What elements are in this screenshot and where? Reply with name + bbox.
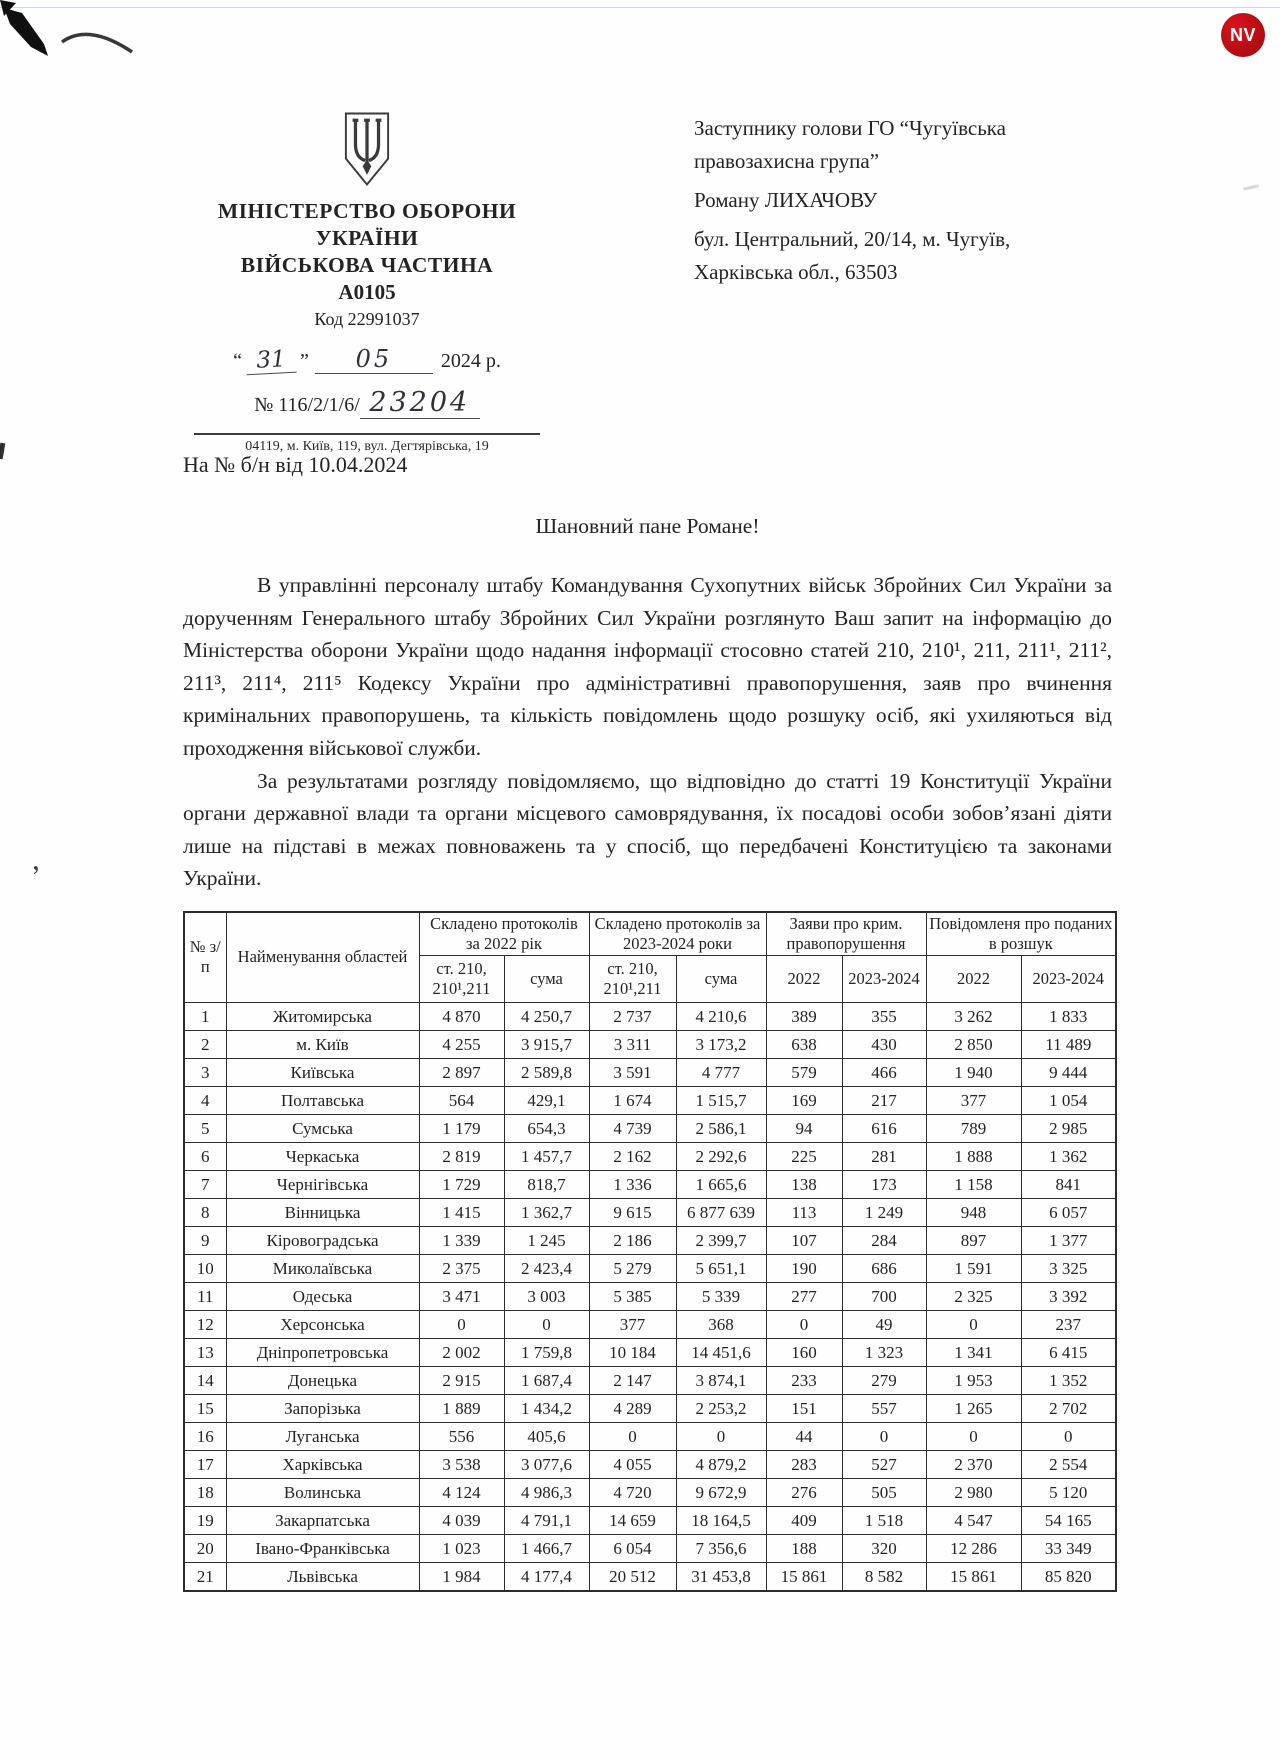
org-name-line3: ВІЙСЬКОВА ЧАСТИНА bbox=[240, 253, 494, 277]
table-cell: 579 bbox=[766, 1058, 842, 1086]
table-cell: 7 bbox=[184, 1170, 226, 1198]
table-cell: 1 518 bbox=[842, 1506, 926, 1534]
table-cell: 20 512 bbox=[589, 1562, 676, 1591]
body-paragraph-2: За результатами розгляду повідомляємо, що відповідно до статті 19 Конституції України органи державної влади та органи місцевого самоврядування, їх посадові особи зобов’язані діяти лише на підставі в межах повноважень та у спосіб, що передбачені Конституцією та законами України. bbox=[183, 768, 1112, 891]
table-cell: 2 292,6 bbox=[676, 1142, 766, 1170]
faint-scan-mark bbox=[1243, 184, 1259, 190]
table-cell: 3 173,2 bbox=[676, 1030, 766, 1058]
body-paragraph-1: В управлінні персоналу штабу Командування Сухопутних військ Збройних Сил України за дорученням Генерального штабу Збройних Сил України розглянуто Ваш запит на інформацію до Міністерства оборони України щодо надання інформації стосовно статей 210, 210¹, 211, 211¹, 211², 211³, 211⁴, 211⁵ Кодексу України про адміністративні правопорушення, заяв про вчинення кримінальних правопорушень, та кількість повідомлень щодо розшуку осіб, які ухиляються від проходження військової служби. bbox=[183, 573, 1112, 760]
table-cell: 1 336 bbox=[589, 1170, 676, 1198]
letterhead-divider bbox=[194, 433, 540, 435]
subheader-sum: сума bbox=[676, 955, 766, 1002]
table-cell: Черкаська bbox=[226, 1142, 419, 1170]
table-row bbox=[184, 1142, 1116, 1170]
table-cell: 3 874,1 bbox=[676, 1366, 766, 1394]
table-cell: 160 bbox=[766, 1338, 842, 1366]
quote-open: “ bbox=[233, 350, 242, 372]
table-cell: Закарпатська bbox=[226, 1506, 419, 1534]
table-cell: 4 791,1 bbox=[504, 1506, 589, 1534]
table-cell: 2 897 bbox=[419, 1058, 504, 1086]
table-cell: 2 980 bbox=[926, 1478, 1021, 1506]
table-cell: 5 385 bbox=[589, 1282, 676, 1310]
pen-mark: ’ bbox=[29, 859, 45, 894]
table-cell: Житомирська bbox=[226, 1002, 419, 1030]
recipient-name: Роману ЛИХАЧОВУ bbox=[694, 188, 878, 212]
table-cell: 1 940 bbox=[926, 1058, 1021, 1086]
table-cell: 3 538 bbox=[419, 1450, 504, 1478]
table-cell: 4 720 bbox=[589, 1478, 676, 1506]
table-cell: 4 879,2 bbox=[676, 1450, 766, 1478]
table-cell: 789 bbox=[926, 1114, 1021, 1142]
table-cell: 429,1 bbox=[504, 1086, 589, 1114]
table-row bbox=[184, 1226, 1116, 1254]
table-cell: 1 377 bbox=[1021, 1226, 1116, 1254]
table-cell: 5 120 bbox=[1021, 1478, 1116, 1506]
letterhead bbox=[178, 110, 556, 455]
table-cell: 4 039 bbox=[419, 1506, 504, 1534]
table-cell: 31 453,8 bbox=[676, 1562, 766, 1591]
table-cell: 377 bbox=[926, 1086, 1021, 1114]
table-cell: 564 bbox=[419, 1086, 504, 1114]
table-cell: 279 bbox=[842, 1366, 926, 1394]
handwritten-month: 05 bbox=[315, 345, 433, 374]
table-cell: 2 737 bbox=[589, 1002, 676, 1030]
header-group-protocols-2023-2024: Складено протоколів за 2023-2024 роки bbox=[589, 912, 766, 956]
table-cell: 18 bbox=[184, 1478, 226, 1506]
header-region: Найменування областей bbox=[226, 912, 419, 1003]
table-cell: 1 245 bbox=[504, 1226, 589, 1254]
table-cell: 2 985 bbox=[1021, 1114, 1116, 1142]
table-cell: 2 370 bbox=[926, 1450, 1021, 1478]
table-cell: 1 023 bbox=[419, 1534, 504, 1562]
table-row bbox=[184, 1366, 1116, 1394]
table-cell: 14 bbox=[184, 1366, 226, 1394]
table-cell: 188 bbox=[766, 1534, 842, 1562]
ukraine-trident-emblem bbox=[343, 110, 391, 188]
table-cell: 3 471 bbox=[419, 1282, 504, 1310]
table-cell: 5 bbox=[184, 1114, 226, 1142]
table-cell: 2 375 bbox=[419, 1254, 504, 1282]
table-cell: 2 589,8 bbox=[504, 1058, 589, 1086]
table-cell: 233 bbox=[766, 1366, 842, 1394]
table-cell: 1 953 bbox=[926, 1366, 1021, 1394]
table-row bbox=[184, 1170, 1116, 1198]
table-cell: 4 255 bbox=[419, 1030, 504, 1058]
org-postal-address: 04119, м. Київ, 119, вул. Дегтярівська, 19 bbox=[245, 439, 489, 454]
table-cell: 527 bbox=[842, 1450, 926, 1478]
table-cell: Кіровоградська bbox=[226, 1226, 419, 1254]
table-cell: 1 265 bbox=[926, 1394, 1021, 1422]
table-cell: 2 162 bbox=[589, 1142, 676, 1170]
table-cell: Дніпропетровська bbox=[226, 1338, 419, 1366]
table-cell: 190 bbox=[766, 1254, 842, 1282]
table-cell: 14 659 bbox=[589, 1506, 676, 1534]
table-cell: 4 055 bbox=[589, 1450, 676, 1478]
document-number-prefix: № 116/2/1/6/ bbox=[254, 394, 360, 416]
handwritten-number: 23204 bbox=[360, 387, 480, 419]
table-cell: 0 bbox=[766, 1310, 842, 1338]
table-row bbox=[184, 1534, 1116, 1562]
table-cell: 20 bbox=[184, 1534, 226, 1562]
table-cell: 1 466,7 bbox=[504, 1534, 589, 1562]
table-cell: 4 210,6 bbox=[676, 1002, 766, 1030]
table-cell: 225 bbox=[766, 1142, 842, 1170]
table-cell: 9 672,9 bbox=[676, 1478, 766, 1506]
table-cell: 377 bbox=[589, 1310, 676, 1338]
table-cell: 6 054 bbox=[589, 1534, 676, 1562]
table-cell: 818,7 bbox=[504, 1170, 589, 1198]
table-cell: 1 665,6 bbox=[676, 1170, 766, 1198]
statistics-table bbox=[183, 911, 1117, 1592]
table-cell: 2 253,2 bbox=[676, 1394, 766, 1422]
table-cell: 283 bbox=[766, 1450, 842, 1478]
table-row bbox=[184, 1058, 1116, 1086]
table-cell: 2 186 bbox=[589, 1226, 676, 1254]
table-cell: 94 bbox=[766, 1114, 842, 1142]
table-cell: 281 bbox=[842, 1142, 926, 1170]
table-cell: 169 bbox=[766, 1086, 842, 1114]
table-cell: 3 311 bbox=[589, 1030, 676, 1058]
table-cell: 0 bbox=[419, 1310, 504, 1338]
table-cell: 0 bbox=[1021, 1422, 1116, 1450]
table-row bbox=[184, 1394, 1116, 1422]
table-cell: 2 915 bbox=[419, 1366, 504, 1394]
table-cell: 173 bbox=[842, 1170, 926, 1198]
recipient-address-line2: Харківська обл., 63503 bbox=[694, 260, 898, 284]
reference-line: На № б/н від 10.04.2024 bbox=[183, 452, 408, 477]
recipient-addressee: Заступнику голови ГО “Чугуївська правозахисна група” bbox=[694, 116, 1006, 173]
table-cell: 1 362 bbox=[1021, 1142, 1116, 1170]
table-cell: 1 341 bbox=[926, 1338, 1021, 1366]
org-code: Код 22991037 bbox=[314, 309, 420, 329]
table-cell: 616 bbox=[842, 1114, 926, 1142]
table-cell: 2 554 bbox=[1021, 1450, 1116, 1478]
table-cell: 5 279 bbox=[589, 1254, 676, 1282]
table-cell: 1 674 bbox=[589, 1086, 676, 1114]
table-cell: 14 451,6 bbox=[676, 1338, 766, 1366]
table-cell: 5 651,1 bbox=[676, 1254, 766, 1282]
table-cell: 1 457,7 bbox=[504, 1142, 589, 1170]
table-cell: 15 861 bbox=[926, 1562, 1021, 1591]
table-cell: 1 833 bbox=[1021, 1002, 1116, 1030]
table-cell: 11 489 bbox=[1021, 1030, 1116, 1058]
table-cell: 0 bbox=[842, 1422, 926, 1450]
table-cell: 33 349 bbox=[1021, 1534, 1116, 1562]
table-cell: 4 124 bbox=[419, 1478, 504, 1506]
table-cell: 0 bbox=[926, 1422, 1021, 1450]
table-cell: 9 bbox=[184, 1226, 226, 1254]
table-cell: 2 702 bbox=[1021, 1394, 1116, 1422]
table-cell: Харківська bbox=[226, 1450, 419, 1478]
table-cell: 54 165 bbox=[1021, 1506, 1116, 1534]
table-row bbox=[184, 1450, 1116, 1478]
header-group-wanted-notices: Повідомленя про поданих в розшук bbox=[926, 912, 1116, 956]
table-cell: 1 bbox=[184, 1002, 226, 1030]
table-cell: 1 249 bbox=[842, 1198, 926, 1226]
table-cell: 1 515,7 bbox=[676, 1086, 766, 1114]
table-cell: 1 591 bbox=[926, 1254, 1021, 1282]
table-row bbox=[184, 1114, 1116, 1142]
table-row bbox=[184, 1198, 1116, 1226]
table-cell: Миколаївська bbox=[226, 1254, 419, 1282]
table-cell: Полтавська bbox=[226, 1086, 419, 1114]
header-row-number: № з/п bbox=[184, 912, 226, 1003]
table-cell: 276 bbox=[766, 1478, 842, 1506]
table-cell: 638 bbox=[766, 1030, 842, 1058]
table-cell: Сумська bbox=[226, 1114, 419, 1142]
table-cell: 355 bbox=[842, 1002, 926, 1030]
table-row bbox=[184, 1310, 1116, 1338]
table-cell: 0 bbox=[676, 1422, 766, 1450]
table-cell: 1 888 bbox=[926, 1142, 1021, 1170]
table-cell: 2 586,1 bbox=[676, 1114, 766, 1142]
table-cell: 3 915,7 bbox=[504, 1030, 589, 1058]
table-cell: 430 bbox=[842, 1030, 926, 1058]
handwritten-day: 31 bbox=[245, 346, 296, 376]
table-row bbox=[184, 1506, 1116, 1534]
table-cell: 151 bbox=[766, 1394, 842, 1422]
table-cell: Волинська bbox=[226, 1478, 419, 1506]
subheader-2023-2024: 2023-2024 bbox=[1021, 955, 1116, 1002]
table-cell: Львівська bbox=[226, 1562, 419, 1591]
table-cell: Вінницька bbox=[226, 1198, 419, 1226]
table-row bbox=[184, 1254, 1116, 1282]
table-cell: 138 bbox=[766, 1170, 842, 1198]
table-cell: 2 bbox=[184, 1030, 226, 1058]
table-body bbox=[184, 1002, 1116, 1591]
table-cell: 1 759,8 bbox=[504, 1338, 589, 1366]
table-cell: 1 362,7 bbox=[504, 1198, 589, 1226]
subheader-articles: ст. 210, 210¹,211 bbox=[419, 955, 504, 1002]
subheader-2022: 2022 bbox=[926, 955, 1021, 1002]
table-cell: 409 bbox=[766, 1506, 842, 1534]
table-cell: 5 339 bbox=[676, 1282, 766, 1310]
subheader-2023-2024: 2023-2024 bbox=[842, 955, 926, 1002]
table-row bbox=[184, 1282, 1116, 1310]
table-cell: 12 bbox=[184, 1310, 226, 1338]
table-cell: 0 bbox=[926, 1310, 1021, 1338]
date-year: 2024 р. bbox=[440, 350, 501, 372]
table-cell: 700 bbox=[842, 1282, 926, 1310]
table-cell: 556 bbox=[419, 1422, 504, 1450]
table-cell: 217 bbox=[842, 1086, 926, 1114]
org-name-line2: УКРАЇНИ bbox=[315, 226, 419, 250]
subheader-2022: 2022 bbox=[766, 955, 842, 1002]
table-cell: 948 bbox=[926, 1198, 1021, 1226]
table-cell: 15 861 bbox=[766, 1562, 842, 1591]
table-cell: Одеська bbox=[226, 1282, 419, 1310]
table-cell: 19 bbox=[184, 1506, 226, 1534]
table-cell: 284 bbox=[842, 1226, 926, 1254]
table-cell: 2 850 bbox=[926, 1030, 1021, 1058]
table-cell: 2 423,4 bbox=[504, 1254, 589, 1282]
table-cell: 841 bbox=[1021, 1170, 1116, 1198]
table-cell: 13 bbox=[184, 1338, 226, 1366]
table-cell: 18 164,5 bbox=[676, 1506, 766, 1534]
military-unit-number: А0105 bbox=[338, 280, 396, 304]
letter-body bbox=[183, 452, 1112, 1592]
table-cell: 10 184 bbox=[589, 1338, 676, 1366]
table-cell: 1 054 bbox=[1021, 1086, 1116, 1114]
table-cell: 7 356,6 bbox=[676, 1534, 766, 1562]
table-cell: 3 392 bbox=[1021, 1282, 1116, 1310]
table-cell: 6 877 639 bbox=[676, 1198, 766, 1226]
table-row bbox=[184, 1422, 1116, 1450]
table-cell: 10 bbox=[184, 1254, 226, 1282]
table-cell: 3 262 bbox=[926, 1002, 1021, 1030]
table-cell: Київська bbox=[226, 1058, 419, 1086]
table-cell: 11 bbox=[184, 1282, 226, 1310]
table-cell: 1 729 bbox=[419, 1170, 504, 1198]
table-cell: Запорізька bbox=[226, 1394, 419, 1422]
table-cell: 6 057 bbox=[1021, 1198, 1116, 1226]
table-cell: 6 415 bbox=[1021, 1338, 1116, 1366]
table-cell: 107 bbox=[766, 1226, 842, 1254]
table-cell: 4 289 bbox=[589, 1394, 676, 1422]
header-group-protocols-2022: Складено протоколів за 2022 рік bbox=[419, 912, 589, 956]
table-cell: 1 179 bbox=[419, 1114, 504, 1142]
table-cell: 3 325 bbox=[1021, 1254, 1116, 1282]
quote-close: ” bbox=[300, 350, 309, 372]
table-cell: 1 352 bbox=[1021, 1366, 1116, 1394]
table-cell: 3 591 bbox=[589, 1058, 676, 1086]
table-cell: 389 bbox=[766, 1002, 842, 1030]
table-cell: 4 250,7 bbox=[504, 1002, 589, 1030]
table-cell: 686 bbox=[842, 1254, 926, 1282]
scan-ink-artifacts bbox=[0, 0, 150, 70]
org-name-line1: МІНІСТЕРСТВО ОБОРОНИ bbox=[217, 199, 517, 223]
table-cell: 4 739 bbox=[589, 1114, 676, 1142]
table-cell: 1 415 bbox=[419, 1198, 504, 1226]
table-cell: 466 bbox=[842, 1058, 926, 1086]
table-cell: Івано-Франківська bbox=[226, 1534, 419, 1562]
table-cell: 8 582 bbox=[842, 1562, 926, 1591]
scan-edge-mark bbox=[0, 443, 5, 460]
table-cell: 17 bbox=[184, 1450, 226, 1478]
table-cell: 2 002 bbox=[419, 1338, 504, 1366]
table-cell: 4 547 bbox=[926, 1506, 1021, 1534]
table-cell: 12 286 bbox=[926, 1534, 1021, 1562]
table-cell: 0 bbox=[589, 1422, 676, 1450]
recipient-address-line1: бул. Центральний, 20/14, м. Чугуїв, bbox=[694, 227, 1011, 251]
table-cell: 8 bbox=[184, 1198, 226, 1226]
table-row bbox=[184, 1002, 1116, 1030]
subheader-sum: сума bbox=[504, 955, 589, 1002]
table-cell: 2 399,7 bbox=[676, 1226, 766, 1254]
table-row bbox=[184, 1338, 1116, 1366]
table-cell: 405,6 bbox=[504, 1422, 589, 1450]
table-cell: Херсонська bbox=[226, 1310, 419, 1338]
table-cell: 897 bbox=[926, 1226, 1021, 1254]
nv-logo-text: NV bbox=[1229, 24, 1256, 45]
table-cell: 9 615 bbox=[589, 1198, 676, 1226]
table-cell: 1 339 bbox=[419, 1226, 504, 1254]
table-cell: 4 177,4 bbox=[504, 1562, 589, 1591]
table-cell: 1 158 bbox=[926, 1170, 1021, 1198]
table-cell: 4 870 bbox=[419, 1002, 504, 1030]
table-cell: 9 444 bbox=[1021, 1058, 1116, 1086]
table-cell: 557 bbox=[842, 1394, 926, 1422]
table-cell: 1 687,4 bbox=[504, 1366, 589, 1394]
table-cell: Чернігівська bbox=[226, 1170, 419, 1198]
header-group-criminal-reports: Заяви про крим. правопорушення bbox=[766, 912, 926, 956]
recipient-block bbox=[694, 112, 1106, 295]
table-cell: 2 325 bbox=[926, 1282, 1021, 1310]
subheader-articles: ст. 210, 210¹,211 bbox=[589, 955, 676, 1002]
table-cell: 3 003 bbox=[504, 1282, 589, 1310]
table-row bbox=[184, 1478, 1116, 1506]
table-cell: м. Київ bbox=[226, 1030, 419, 1058]
table-cell: 113 bbox=[766, 1198, 842, 1226]
table-cell: 277 bbox=[766, 1282, 842, 1310]
table-cell: 16 bbox=[184, 1422, 226, 1450]
table-cell: 2 819 bbox=[419, 1142, 504, 1170]
table-cell: 44 bbox=[766, 1422, 842, 1450]
table-cell: 1 889 bbox=[419, 1394, 504, 1422]
table-cell: 3 077,6 bbox=[504, 1450, 589, 1478]
table-cell: 21 bbox=[184, 1562, 226, 1591]
table-cell: Донецька bbox=[226, 1366, 419, 1394]
table-cell: 3 bbox=[184, 1058, 226, 1086]
table-cell: 654,3 bbox=[504, 1114, 589, 1142]
scan-edge-line bbox=[0, 7, 1280, 8]
table-cell: 4 777 bbox=[676, 1058, 766, 1086]
table-cell: 320 bbox=[842, 1534, 926, 1562]
table-cell: 0 bbox=[504, 1310, 589, 1338]
document-number-line bbox=[178, 387, 556, 419]
table-row bbox=[184, 1030, 1116, 1058]
document-date-line bbox=[178, 345, 556, 374]
table-cell: 49 bbox=[842, 1310, 926, 1338]
nv-logo-badge bbox=[1221, 13, 1265, 57]
table-cell: 1 984 bbox=[419, 1562, 504, 1591]
table-cell: 4 986,3 bbox=[504, 1478, 589, 1506]
salutation: Шановний пане Романе! bbox=[535, 514, 760, 538]
table-cell: 1 434,2 bbox=[504, 1394, 589, 1422]
table-cell: 368 bbox=[676, 1310, 766, 1338]
table-row bbox=[184, 1086, 1116, 1114]
table-cell: 1 323 bbox=[842, 1338, 926, 1366]
table-cell: 15 bbox=[184, 1394, 226, 1422]
table-row bbox=[184, 1562, 1116, 1591]
table-cell: 2 147 bbox=[589, 1366, 676, 1394]
table-cell: Луганська bbox=[226, 1422, 419, 1450]
table-cell: 505 bbox=[842, 1478, 926, 1506]
table-cell: 4 bbox=[184, 1086, 226, 1114]
table-cell: 237 bbox=[1021, 1310, 1116, 1338]
table-cell: 6 bbox=[184, 1142, 226, 1170]
table-cell: 85 820 bbox=[1021, 1562, 1116, 1591]
